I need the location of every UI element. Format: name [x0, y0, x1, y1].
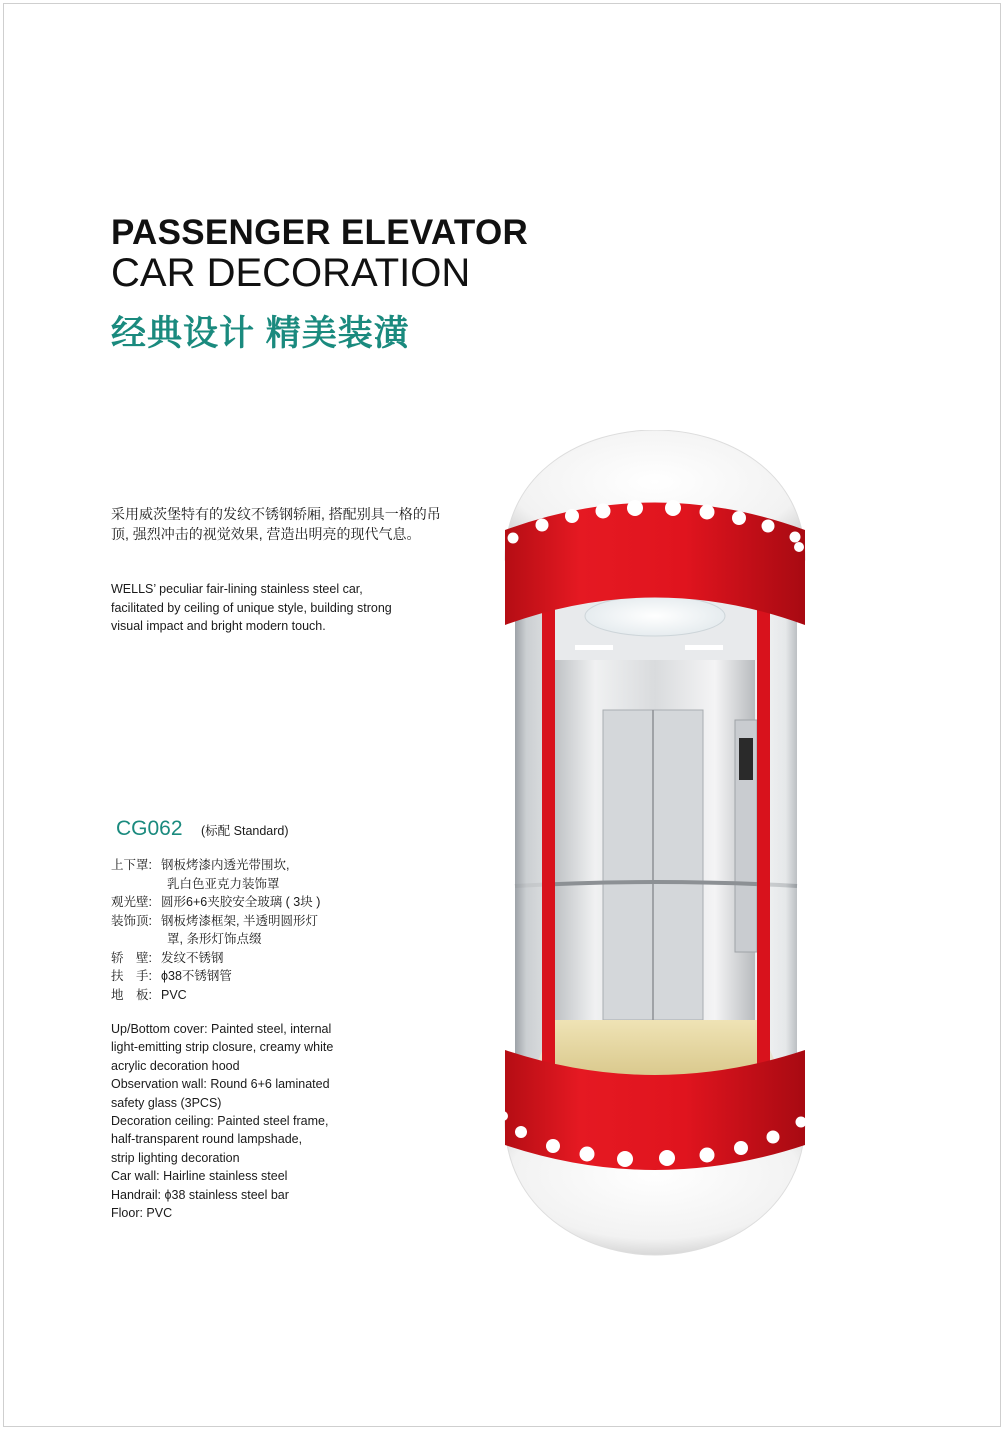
model-code: CG062: [116, 817, 183, 840]
spec-value: PVC: [161, 987, 187, 1002]
title-line-2: CAR DECORATION: [111, 251, 471, 295]
spec-value: 发纹不锈钢: [161, 950, 224, 965]
model-heading: [116, 817, 289, 841]
intro-english-line: WELLS’ peculiar fair-lining stainless steel car,: [111, 582, 363, 596]
spec-row: [111, 949, 411, 968]
spec-label: 上下罩:: [111, 858, 152, 872]
spec-value: 钢板烤漆框架, 半透明圆形灯: [161, 913, 318, 928]
intro-english-line: visual impact and bright modern touch.: [111, 619, 326, 633]
spec-label: 地 板:: [111, 987, 152, 1002]
spec-continuation: 乳白色亚克力装饰罩: [167, 876, 280, 891]
spec-label: 扶 手:: [111, 969, 152, 983]
spec-row: [111, 967, 411, 986]
spec-label: 装饰顶:: [111, 913, 152, 928]
intro-english-line: facilitated by ceiling of unique style, building strong: [111, 600, 392, 615]
spec-english-line: Handrail: ϕ38 stainless steel bar: [111, 1187, 289, 1202]
spec-value: 钢板烤漆内透光带围坎,: [161, 858, 290, 872]
spec-row: [111, 856, 411, 875]
elevator-illustration: [495, 430, 815, 1260]
spec-english-line: strip lighting decoration: [111, 1150, 240, 1165]
spec-english-line: half-transparent round lampshade,: [111, 1132, 303, 1147]
spec-english-line: Car wall: Hairline stainless steel: [111, 1169, 288, 1184]
spec-label: 观光壁:: [111, 895, 152, 909]
spec-english-line: Decoration ceiling: Painted steel frame,: [111, 1114, 329, 1129]
spec-row: [111, 912, 411, 931]
specs-chinese: [111, 856, 411, 1004]
elevator-car-image: [495, 430, 815, 1260]
intro-chinese: 采用威茨堡特有的发纹不锈钢轿厢, 搭配别具一格的吊顶, 强烈冲击的视觉效果, 营造出明亮的现代气息。: [111, 506, 441, 542]
spec-english-line: Floor: PVC: [111, 1206, 173, 1221]
intro-english: [111, 580, 441, 636]
model-note: (标配 Standard): [201, 824, 289, 838]
spec-english-line: safety glass (3PCS): [111, 1095, 222, 1110]
spec-english-line: Observation wall: Round 6+6 laminated: [111, 1077, 330, 1092]
spec-row: [111, 986, 411, 1005]
spec-english-line: acrylic decoration hood: [111, 1058, 240, 1073]
spec-row: [111, 893, 411, 912]
spec-value: ϕ38不锈钢管: [161, 969, 232, 983]
spec-english-line: Up/Bottom cover: Painted steel, internal: [111, 1022, 332, 1036]
title-line-1: PASSENGER ELEVATOR: [111, 213, 529, 252]
specs-english: [111, 1020, 411, 1222]
title-chinese: 经典设计 精美装潢: [111, 314, 410, 353]
spec-label: 轿 壁:: [111, 950, 152, 965]
spec-english-line: light-emitting strip closure, creamy white: [111, 1040, 334, 1055]
spec-continuation: 罩, 条形灯饰点缀: [167, 932, 262, 946]
spec-value: 圆形6+6夹胶安全玻璃 ( 3块 ): [161, 895, 321, 909]
